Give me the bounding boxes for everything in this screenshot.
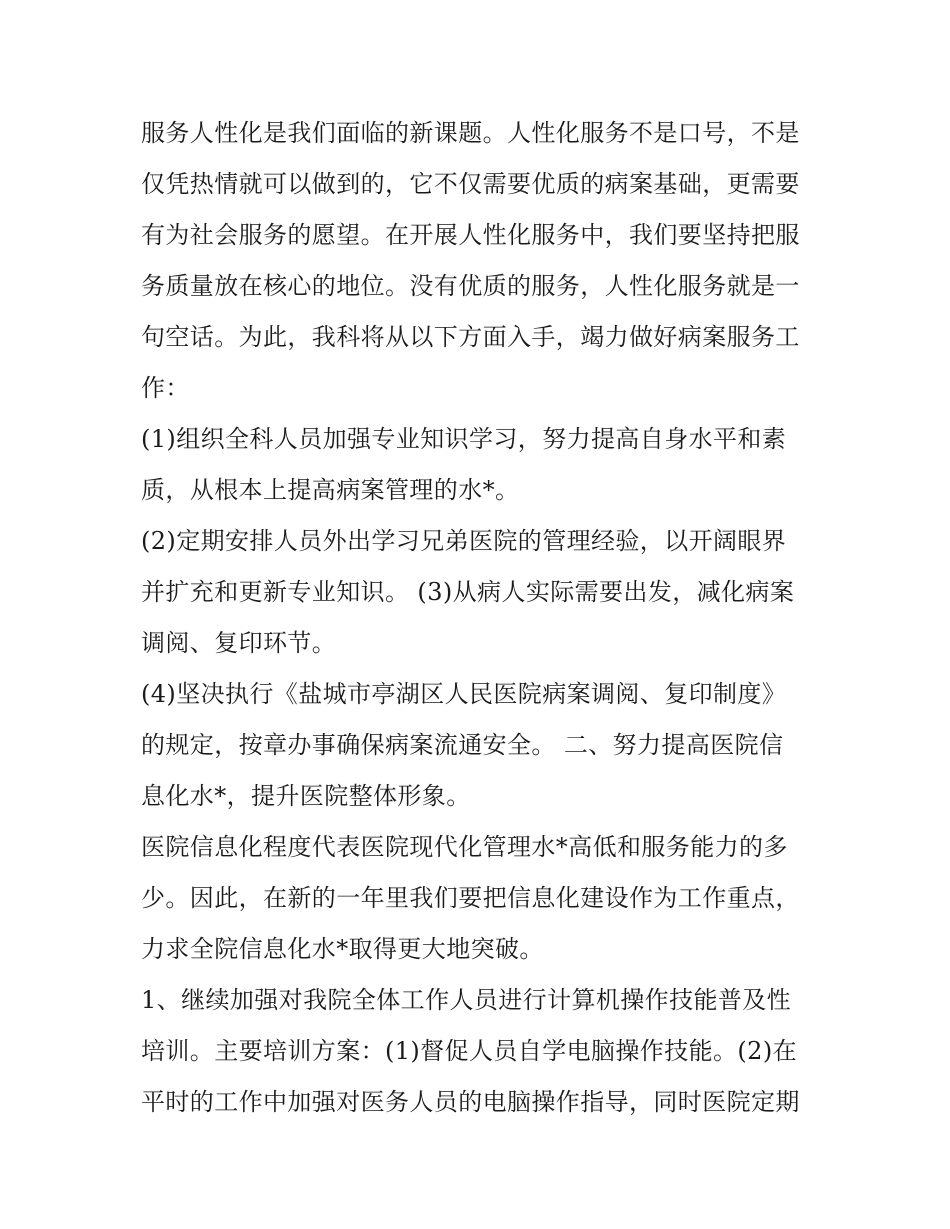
text-line: 服务人性化是我们面临的新课题。人性化服务不是口号，不是 [141,119,800,147]
text-line: 仅凭热情就可以做到的，它不仅需要优质的病案基础，更需要 [141,170,800,198]
text-line: 质，从根本上提高病案管理的水*。 [141,476,520,504]
text-line: 作： [141,374,190,402]
text-line: (4)坚决执行《盐城市亭湖区人民医院病案调阅、复印制度》 [141,680,787,708]
text-line: (2)定期安排人员外出学习兄弟医院的管理经验，以开阔眼界 [141,527,787,555]
text-line: 并扩充和更新专业知识。 (3)从病人实际需要出发，减化病案 [141,578,795,606]
text-line: 医院信息化程度代表医院现代化管理水*高低和服务能力的多 [141,833,788,861]
text-line: 的规定，按章办事确保病案流通安全。 二、努力提高医院信 [141,731,784,759]
text-line: 培训。主要培训方案：(1)督促人员自学电脑操作技能。(2)在 [141,1037,797,1065]
text-line: 务质量放在核心的地位。没有优质的服务，人性化服务就是一 [141,272,800,300]
text-line: 有为社会服务的愿望。在开展人性化服务中，我们要坚持把服 [141,221,800,249]
text-line: (1)组织全科人员加强专业知识学习，努力提高自身水平和素 [141,425,787,453]
text-line: 1、继续加强对我院全体工作人员进行计算机操作技能普及性 [141,986,792,1014]
text-line: 平时的工作中加强对医务人员的电脑操作指导，同时医院定期 [141,1088,800,1116]
text-line: 息化水*，提升医院整体形象。 [141,782,471,810]
text-line: 力求全院信息化水*取得更大地突破。 [141,935,544,963]
text-line: 少。因此，在新的一年里我们要把信息化建设作为工作重点， [141,884,800,912]
text-line: 句空话。为此，我科将从以下方面入手，竭力做好病案服务工 [141,323,800,351]
body-text [141,108,821,1128]
text-line: 调阅、复印环节。 [141,629,337,657]
